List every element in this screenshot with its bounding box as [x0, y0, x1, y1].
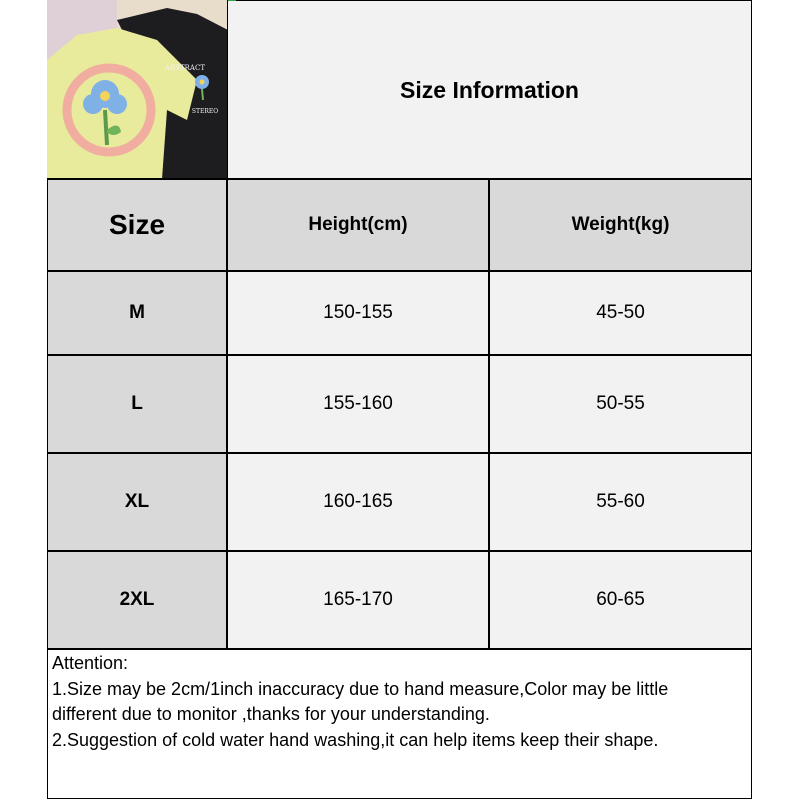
table-row	[48, 454, 751, 550]
notes-line-2: different due to monitor ,thanks for your understanding.	[52, 704, 490, 724]
size-value: 2XL	[119, 589, 155, 610]
tshirt-illustration	[47, 0, 228, 179]
weight-value: 45-50	[596, 302, 645, 323]
notes-line-3: 2.Suggestion of cold water hand washing,it can help items keep their shape.	[52, 729, 659, 750]
table-row	[48, 272, 751, 354]
shirt-print-text: ABSTRACT	[164, 64, 206, 72]
size-value: M	[129, 302, 145, 323]
title-cell	[228, 1, 751, 179]
weight-cell	[490, 454, 751, 550]
weight-cell	[490, 272, 751, 354]
size-cell	[48, 356, 228, 452]
header-height-label: Height(cm)	[308, 214, 408, 235]
attention-notes	[52, 651, 747, 753]
weight-value: 60-65	[596, 589, 645, 610]
weight-cell	[490, 356, 751, 452]
size-cell	[48, 552, 228, 648]
header-size-label: Size	[108, 209, 166, 240]
shirt-print-text-2: STEREO	[191, 108, 219, 115]
page-title: Size Information	[400, 76, 579, 103]
header-size-cell	[48, 180, 228, 270]
notes-line-1: 1.Size may be 2cm/1inch inaccuracy due to hand measure,Color may be little	[52, 678, 669, 699]
height-cell	[228, 552, 490, 648]
table-row	[48, 356, 751, 452]
size-cell	[48, 454, 228, 550]
weight-value: 50-55	[596, 393, 645, 414]
table-row	[48, 552, 751, 648]
height-value: 165-170	[323, 589, 393, 610]
height-cell	[228, 356, 490, 452]
divider	[47, 648, 752, 650]
weight-value: 55-60	[596, 491, 645, 512]
height-value: 150-155	[323, 302, 393, 323]
height-value: 160-165	[323, 491, 393, 512]
header-weight-cell	[490, 180, 751, 270]
header-weight-label: Weight(kg)	[571, 214, 670, 235]
product-photo	[47, 0, 228, 179]
header-height-cell	[228, 180, 490, 270]
size-value: XL	[124, 491, 150, 512]
weight-cell	[490, 552, 751, 648]
height-cell	[228, 454, 490, 550]
height-cell	[228, 272, 490, 354]
size-cell	[48, 272, 228, 354]
size-value: L	[131, 393, 143, 414]
notes-heading: Attention:	[52, 653, 129, 673]
table-header-row	[48, 180, 751, 270]
height-value: 155-160	[323, 393, 393, 414]
